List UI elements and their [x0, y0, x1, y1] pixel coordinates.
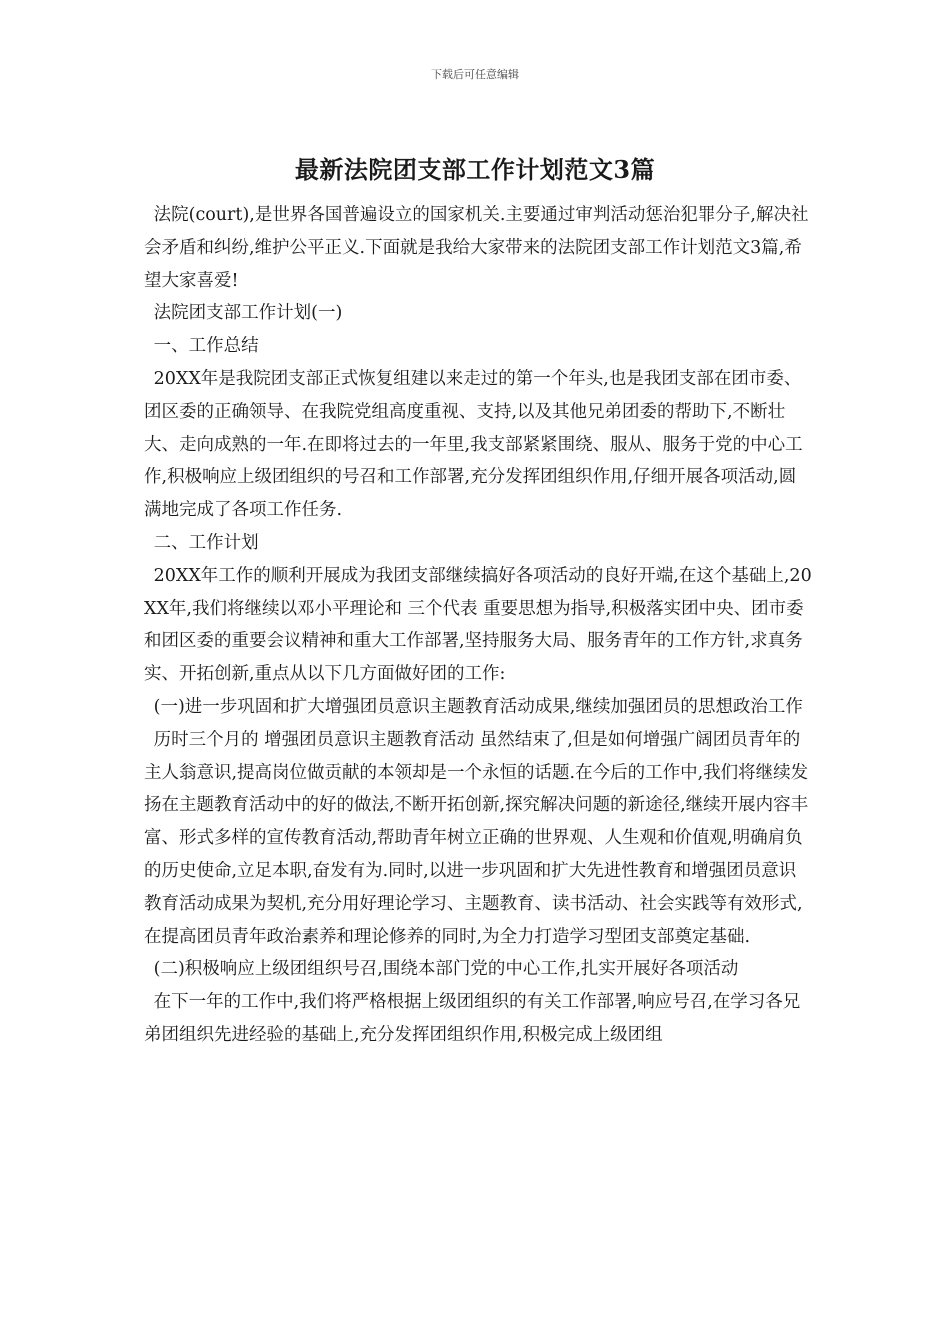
subsection-heading-1: (一)进一步巩固和扩大增强团员意识主题教育活动成果,继续加强团员的思想政治工作: [153, 696, 803, 717]
subsection-heading-2: (二)积极响应上级团组织号召,围绕本部门党的中心工作,扎实开展好各项活动: [153, 959, 739, 980]
section-heading-plan: 二、工作计划: [153, 532, 259, 553]
summary-paragraph: 20XX年是我院团支部正式恢复组建以来走过的第一个年头,也是我团支部在团市委、团区委的正确领导、在我院党组高度重视、支持,以及其他兄弟团委的帮助下,不断壮大、走向成熟的一年.在即将过去的一年里,我支部紧紧围绕、服从、服务于党的中心工作,积极响应上级团组织的号召和工作部署,充分发挥团组织作用,仔细开展各项活动,圆满地完成了各项工作任务.: [144, 368, 803, 521]
document-title: 最新法院团支部工作计划范文3篇: [294, 155, 656, 184]
plan-heading: 法院团支部工作计划(一): [153, 303, 343, 324]
document-body: [144, 199, 812, 1052]
intro-paragraph: 法院(court),是世界各国普遍设立的国家机关.主要通过审判活动惩治犯罪分子,解决社会矛盾和纠纷,维护公平正义.下面就是我给大家带来的法院团支部工作计划范文3篇,希望大家喜爱!: [144, 205, 809, 291]
plan-paragraph: 20XX年工作的顺利开展成为我团支部继续搞好各项活动的良好开端,在这个基础上,20XX年,我们将继续以邓小平理论和 三个代表 重要思想为指导,积极落实团中央、团市委和团区委的重要会议精神和重大工作部署,坚持服务大局、服务青年的工作方针,求真务实、开拓创新,重点从以下几方面做好团的工作:: [144, 565, 812, 685]
page-header-note: 下载后可任意编辑: [431, 68, 519, 81]
section-heading-summary: 一、工作总结: [153, 336, 259, 357]
subsection-1-paragraph: 历时三个月的 增强团员意识主题教育活动 虽然结束了,但是如何增强广阔团员青年的主人翁意识,提高岗位做贡献的本领却是一个永恒的话题.在今后的工作中,我们将继续发扬在主题教育活动中的好的做法,不断开拓创新,探究解决问题的新途径,继续开展内容丰富、形式多样的宣传教育活动,帮助青年树立正确的世界观、人生观和价值观,明确肩负的历史使命,立足本职,奋发有为.同时,以进一步巩固和扩大先进性教育和增强团员意识教育活动成果为契机,充分用好理论学习、主题教育、读书活动、社会实践等有效形式,在提高团员青年政治素养和理论修养的同时,为全力打造学习型团支部奠定基础.: [144, 729, 809, 947]
subsection-2-paragraph: 在下一年的工作中,我们将严格根据上级团组织的有关工作部署,响应号召,在学习各兄弟团组织先进经验的基础上,充分发挥团组织作用,积极完成上级团组: [144, 992, 801, 1045]
